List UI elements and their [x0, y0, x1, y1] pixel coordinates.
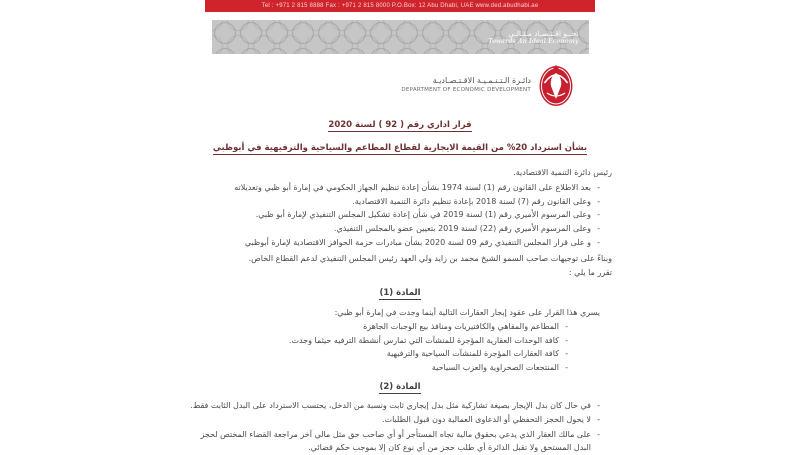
preamble-item: - و على قرار المجلس التنفيذي رقم 09 لسنة 2020 بشأن مبادرات حزمة الحوافز الاقتصادية لإمارة أبوظبي [188, 237, 600, 250]
preamble-item: - وعلى المرسوم الأميري رقم (22) لسنة 2019 بتعيين عضو بالمجلس التنفيذي. [188, 223, 600, 236]
decree-body [188, 167, 612, 455]
abu-dhabi-emblem-icon [538, 63, 574, 107]
article-1-intro: يسري هذا القرار على عقود إيجار العقارات التالية أينما وجدت في إمارة أبو ظبي: [334, 307, 600, 317]
preamble-item: - وعلى القانون رقم (7) لسنة 2018 بإعادة تنظيم دائرة التنمية الاقتصادية. [188, 196, 600, 209]
article-2-heading [188, 381, 612, 395]
article-1-item: - كافة الوحدات العقارية المؤجرة للمنشآت التي تمارس أنشطة الترفيه حيثما وجدت. [188, 335, 568, 348]
decree-number-line [0, 112, 800, 132]
article-2-item: - لا يحول الحجز التحفظي أو الدعاوى العمالية دون قبول الطلبات. [188, 414, 600, 427]
slogan-block [488, 29, 578, 46]
decision-lead: تقرر ما يلي : [568, 267, 612, 277]
preamble-item: - وعلى المرسوم الأميري رقم (1) لسنة 2019 في شأن إعادة تشكيل المجلس التنفيذي لإمارة أبو ظبي. [188, 209, 600, 222]
slogan-arabic: نحــو اقـتـصـاد مـثـالـي [508, 28, 579, 38]
article-2-heading-text: المادة (2) [379, 381, 421, 392]
article-1-heading-text: المادة (1) [379, 288, 421, 299]
article-2-list [188, 400, 612, 455]
letterhead [188, 62, 612, 108]
article-2-item: - في حال كان بدل الإيجار بصيغة تشاركية مثل بدل إيجاري ثابت ونسبة من الدخل، يحتسب الاسترداد على البدل الثابت فقط. [188, 400, 600, 413]
decree-number-text: قرار اداري رقم ( 92 ) لسنة 2020 [328, 120, 472, 130]
article-1-list [188, 321, 612, 375]
article-1-item: - المطاعم والمقاهي والكافتيريات ومنافذ بيع الوجبات الجاهزة [188, 321, 568, 334]
salutation: رئيس دائرة التنمية الاقتصادية. [513, 168, 612, 177]
department-name-block [401, 76, 531, 94]
slogan-english: Towards An Ideal Economy [488, 37, 579, 45]
slogan-band [212, 20, 589, 54]
decree-subject-text: بشأن استرداد 20% من القيمة الايجارية لقطاع المطاعم والسياحية والترفيهية في أبوظبي [212, 143, 588, 153]
article-1-item: - المنتجعات الصحراوية والعزب السياحية [188, 362, 568, 375]
contact-info-text: Tel : +971 2 815 8888 Fax : +971 2 815 8000 P.O.Box: 12 Abu Dhabi, UAE www.ded.abudhabi.ae [261, 3, 539, 9]
preamble-list [188, 182, 612, 250]
basis-statement: وبناءً على توجيهات صاحب السمو الشيخ محمد بن زايد ولي العهد رئيس المجلس التنفيذي لدعم القطاع الخاص. [248, 253, 612, 263]
decree-subject-line [0, 135, 800, 155]
decree-title-block [0, 112, 800, 155]
department-name-arabic: دائـرة الـتـنـمـيـة الاقـتـصـاديـة [432, 76, 531, 85]
article-1-heading [188, 287, 612, 301]
preamble-item: - بعد الاطلاع على القانون رقم (1) لسنة 1974 بشأن إعادة تنظيم الجهاز الحكومي في إمارة أبو ظبي وتعديلاته [188, 182, 600, 195]
article-2-item: - على مالك العقار الذي يدعي بحقوق مالية تجاه المستأجر أو أي صاحب حق مثل مالي آخر مراجعة القضاء المختص لحجز البدل المستحق ولا تقبل الدائرة أي طلب حجز من أي نوع كان إلا بموجب حكم قضائي. [188, 429, 600, 455]
article-1-item: - كافة العقارات المؤجرة للمنشآت السياحية والترفيهية [188, 348, 568, 361]
contact-banner [205, 0, 595, 12]
department-name-english: DEPARTMENT OF ECONOMIC DEVELOPMENT [401, 87, 531, 93]
